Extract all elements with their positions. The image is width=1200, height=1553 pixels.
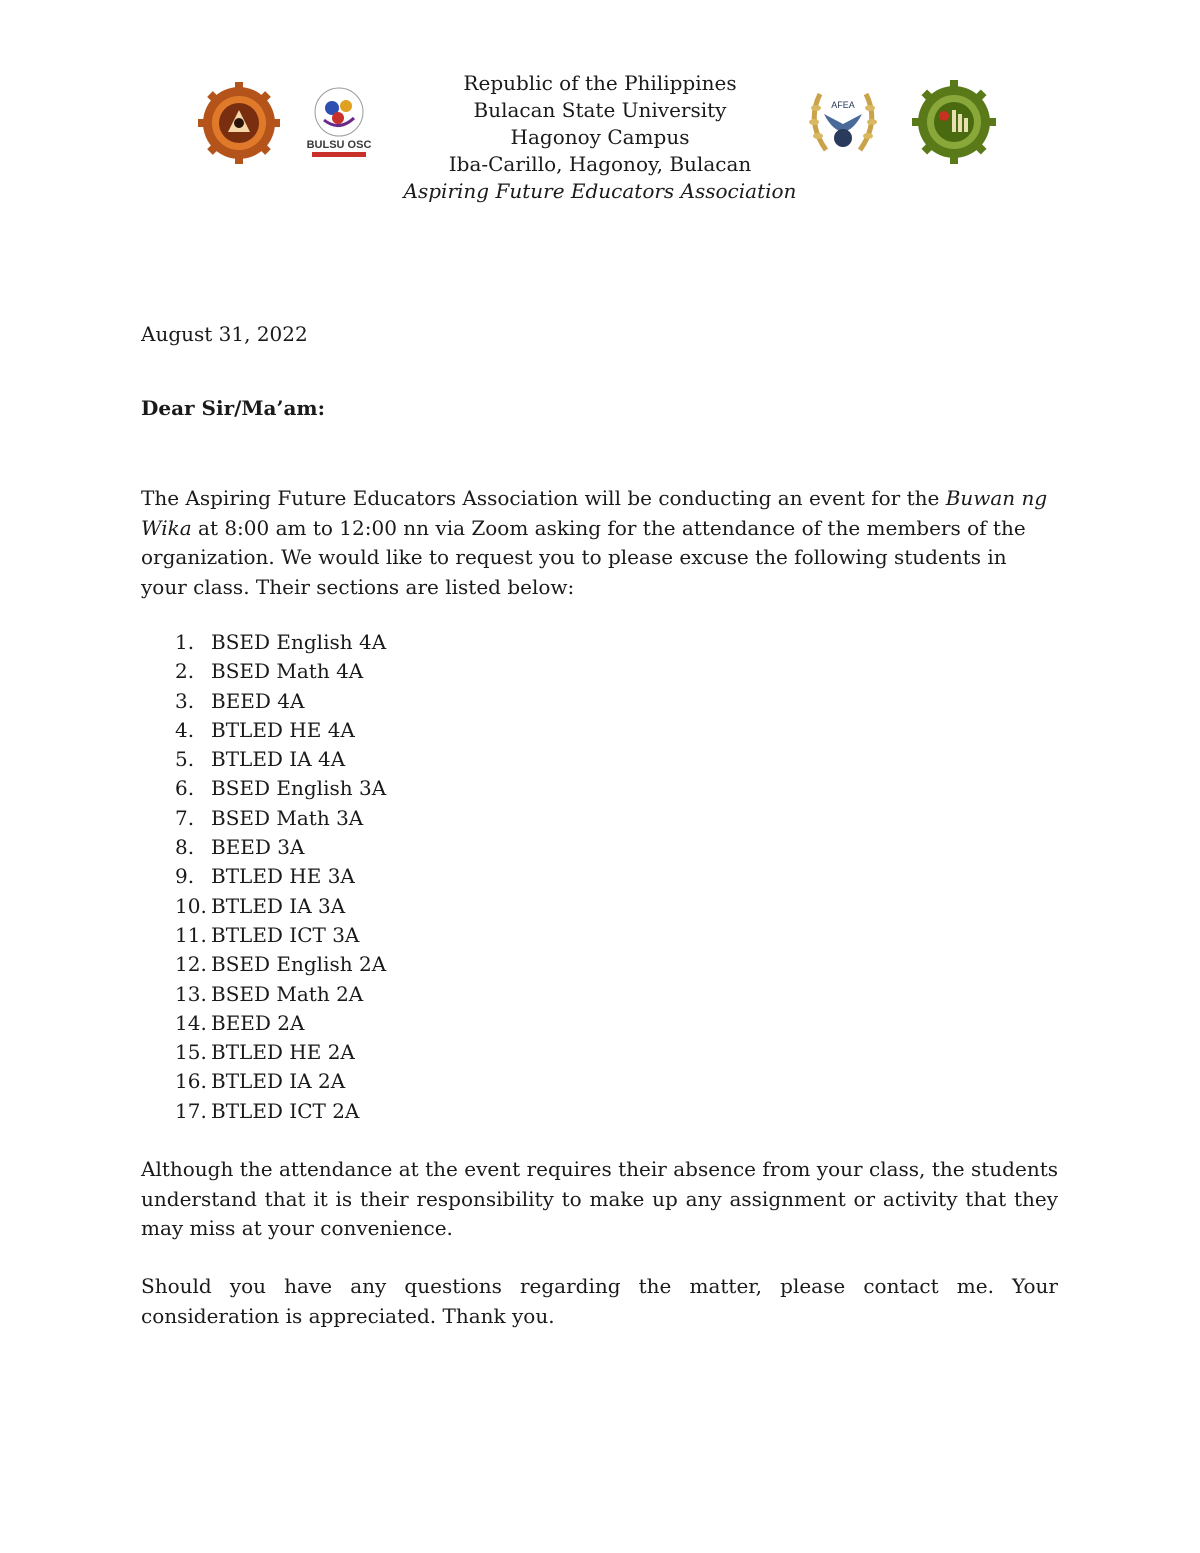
list-item <box>141 950 386 979</box>
list-item <box>141 892 386 921</box>
list-item-number: 4. <box>175 717 195 742</box>
event-name: Buwan ng Wika <box>141 486 1048 540</box>
university-seal-logo <box>198 82 280 164</box>
intro-paragraph <box>141 484 1058 602</box>
list-item <box>141 833 386 862</box>
list-item-label: BSED Math 4A <box>211 659 364 684</box>
list-item-label: BEED 3A <box>211 835 305 860</box>
list-item-number: 2. <box>175 659 195 684</box>
responsibility-paragraph: Although the attendance at the event requires their absence from your class, the students understand that it is their responsibility to make up any assignment or activity that they may miss at your convenience. <box>141 1157 1058 1240</box>
letterhead <box>0 70 1200 210</box>
list-item <box>141 1038 386 1067</box>
header-line-address: Iba-Carillo, Hagonoy, Bulacan <box>448 152 752 176</box>
list-item-label: BEED 2A <box>211 1010 305 1035</box>
intro-text-start: The Aspiring Future Educators Association will be conducting an event for the <box>141 486 946 510</box>
list-item <box>141 1067 386 1096</box>
list-item <box>141 687 386 716</box>
list-item-label: BEED 4A <box>211 688 305 713</box>
list-item-label: BTLED HE 3A <box>211 864 355 889</box>
list-item-number: 3. <box>175 688 195 713</box>
letterhead-text <box>350 70 850 205</box>
list-item-label: BTLED IA 3A <box>211 893 346 918</box>
list-item-number: 17. <box>175 1098 207 1123</box>
intro-text-end: at 8:00 am to 12:00 nn via Zoom asking for the attendance of the members of the organization. We would like to request you to please excuse the following students in your class. Their sections are listed below: <box>141 515 1026 599</box>
list-item <box>141 980 386 1009</box>
list-item-number: 6. <box>175 776 195 801</box>
list-item-number: 11. <box>175 922 207 947</box>
list-item-label: BSED English 4A <box>211 630 387 654</box>
list-item-label: BTLED HE 2A <box>211 1040 355 1065</box>
college-seal-logo <box>912 80 996 164</box>
logo-osc-text: BULSU OSC <box>306 139 372 151</box>
list-item <box>141 657 386 686</box>
letter-date: August 31, 2022 <box>141 322 308 346</box>
afea-logo <box>800 78 886 164</box>
list-item-number: 5. <box>175 747 195 772</box>
list-item-number: 16. <box>175 1069 207 1094</box>
list-item <box>141 921 386 950</box>
list-item <box>141 628 386 657</box>
list-item <box>141 1009 386 1038</box>
list-item-label: BTLED ICT 2A <box>211 1098 360 1123</box>
header-line-university: Bulacan State University <box>473 98 727 122</box>
list-item <box>141 804 386 833</box>
list-item-label: BTLED IA 2A <box>211 1069 346 1094</box>
closing-paragraph: Should you have any questions regarding the matter, please contact me. Your consideration is appreciated. Thank you. <box>141 1274 1058 1328</box>
list-item-number: 1. <box>175 630 195 654</box>
header-line-organization: Aspiring Future Educators Association <box>403 179 797 203</box>
salutation: Dear Sir/Ma’am: <box>141 396 325 420</box>
list-item-number: 9. <box>175 864 195 889</box>
list-item-label: BSED Math 2A <box>211 981 364 1006</box>
sections-list <box>141 628 386 1126</box>
header-line-republic: Republic of the Philippines <box>463 71 737 95</box>
list-item <box>141 862 386 891</box>
header-line-campus: Hagonoy Campus <box>510 125 690 149</box>
list-item-number: 15. <box>175 1040 207 1065</box>
list-item <box>141 716 386 745</box>
list-item <box>141 774 386 803</box>
list-item-number: 10. <box>175 893 207 918</box>
list-item <box>141 1097 386 1126</box>
list-item <box>141 745 386 774</box>
list-item-label: BSED Math 3A <box>211 805 364 830</box>
list-item-number: 7. <box>175 805 195 830</box>
list-item-label: BTLED IA 4A <box>211 747 346 772</box>
list-item-label: BTLED ICT 3A <box>211 922 360 947</box>
list-item-label: BSED English 2A <box>211 952 387 977</box>
list-item-number: 14. <box>175 1010 207 1035</box>
list-item-number: 13. <box>175 981 207 1006</box>
list-item-number: 8. <box>175 835 195 860</box>
logo-afea-text: AFEA <box>831 100 855 110</box>
list-item-number: 12. <box>175 952 207 977</box>
list-item-label: BSED English 3A <box>211 776 387 801</box>
list-item-label: BTLED HE 4A <box>211 717 355 742</box>
